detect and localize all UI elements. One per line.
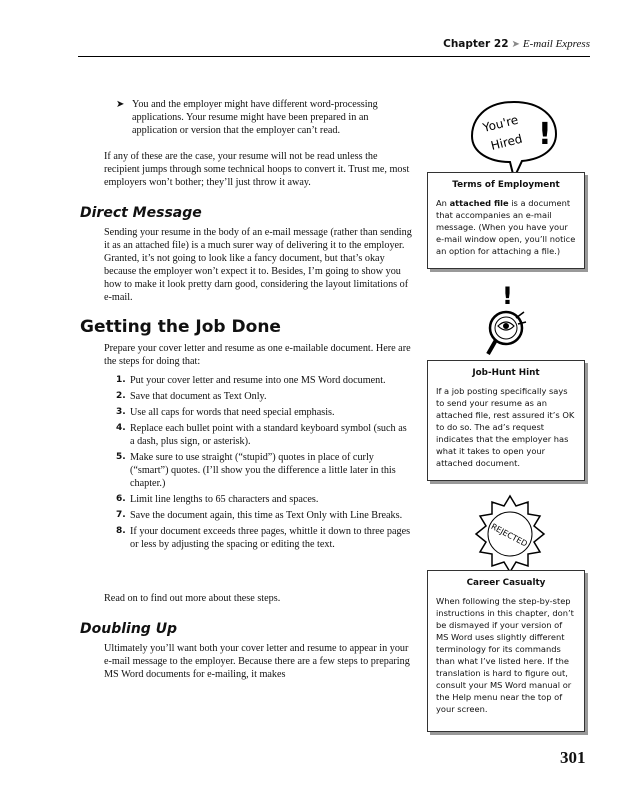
page-number: 301 xyxy=(560,748,586,767)
steps-list xyxy=(116,374,412,554)
list-item: 7. Save the document again, this time as Text Only with Line Breaks. xyxy=(116,510,403,521)
sidebar-job-hunt-hint xyxy=(427,360,585,481)
header-arrow-icon: ➤ xyxy=(511,39,520,50)
list-item: 6. Limit line lengths to 65 characters and spaces. xyxy=(116,494,319,505)
paragraph-doubling-up: Ultimately you’ll want both your cover letter and resume to appear in your e-mail message to the employer. Because there are a few steps to preparing MS Word documents for e-mailing, it makes xyxy=(104,643,410,680)
sidebar-body: If a job posting specifically says to send your resume as an attached file, rest assured it’s OK to do so. The ad’s request indicates that the employer has what it takes to open your attached document. xyxy=(436,386,575,468)
heading-direct-message: Direct Message xyxy=(80,205,202,221)
sidebar-title: Job-Hunt Hint xyxy=(472,368,540,378)
paragraph-job-intro: Prepare your cover letter and resume as one e-mailable document. Here are the steps for doing that: xyxy=(104,343,411,367)
sidebar-title: Terms of Employment xyxy=(452,180,560,190)
magnifier-exclaim: ! xyxy=(502,282,513,310)
sidebar-body: An attached file is a document that accompanies an e-mail message. (When you have your e-mail window open, you’ll notice an option for attaching a file.) xyxy=(436,198,576,256)
bullet-text: You and the employer might have different word-processing applications. Your resume might have been prepared in an application or version that the employer can’t read. xyxy=(132,99,378,136)
bubble-text-youre: You're xyxy=(481,112,520,135)
sidebar-title: Career Casualty xyxy=(466,578,546,588)
list-item: 2. Save that document as Text Only. xyxy=(116,391,267,402)
list-item: 5. Make sure to use straight (“stupid”) quotes in place of curly (“smart”) quotes. (I’ll show you the difference a little later in this chapter.) xyxy=(116,452,396,489)
sidebar-career-casualty xyxy=(427,570,585,732)
rejected-stamp-icon xyxy=(468,492,552,574)
speech-bubble-icon xyxy=(466,98,562,180)
heading-getting-job-done: Getting the Job Done xyxy=(80,317,281,337)
chapter-label: Chapter 22 xyxy=(443,38,509,50)
list-item: 8. If your document exceeds three pages, whittle it down to three pages or less by adjusting the spacing or editing the text. xyxy=(116,526,411,550)
paragraph-job-outro: Read on to find out more about these steps. xyxy=(104,593,281,604)
running-header xyxy=(0,38,590,50)
header-rule xyxy=(78,56,590,57)
sidebar-body: When following the step-by-step instructions in this chapter, don’t be dismayed if your version of MS Word uses slightly different terminology for its commands than what I’ve listed here. If the translation is hard to figure out, consult your MS Word manual or the Help menu near the top of your screen. xyxy=(436,596,574,714)
chapter-title: E-mail Express xyxy=(522,38,590,50)
paragraph-direct-message: Sending your resume in the body of an e-mail message (rather than sending it as an attached file) is a much surer way of delivering it to the employer. Granted, it’s not going to look like a fancy document, but that’s okay because the employer won’t expect it to. Besides, I’m going to show you how to make it look pretty darn good, considering the layout limitations of e-mail. xyxy=(104,227,412,303)
paragraph-consequence: If any of these are the case, your resume will not be read unless the recipient jumps through some technical hoops to convert it. Trust me, most employers won’t bother; they’ll just throw it away. xyxy=(104,151,410,188)
heading-doubling-up: Doubling Up xyxy=(80,621,178,637)
list-item: 1. Put your cover letter and resume into one MS Word document. xyxy=(116,375,386,386)
list-item: 4. Replace each bullet point with a standard keyboard symbol (such as a dash, plus sign, or asterisk). xyxy=(116,423,407,447)
bullet-arrow-icon: ➤ xyxy=(116,99,125,110)
bubble-exclaim: ! xyxy=(538,117,552,152)
stamp-text: REJECTED xyxy=(489,521,529,549)
magnifying-glass-icon xyxy=(478,282,538,366)
list-item: 3. Use all caps for words that need special emphasis. xyxy=(116,407,335,418)
bubble-text-hired: Hired xyxy=(489,131,524,153)
sidebar-terms-of-employment xyxy=(427,172,585,269)
